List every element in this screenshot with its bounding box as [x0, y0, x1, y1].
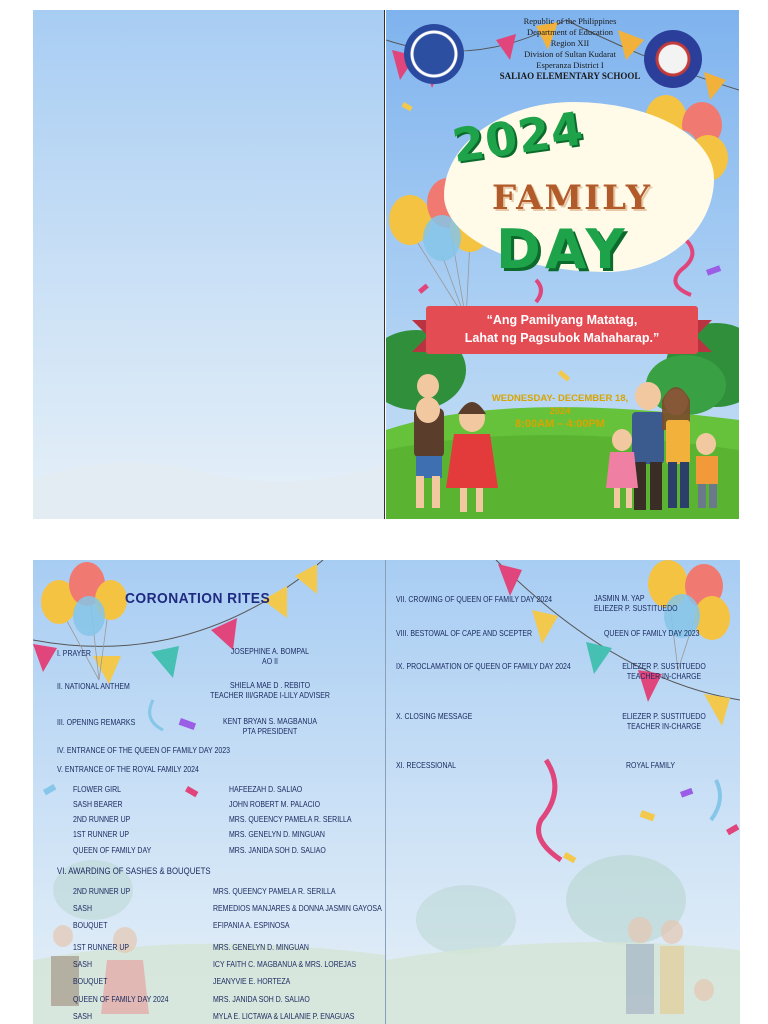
award-role: BOUQUET [73, 920, 108, 930]
royal-role: QUEEN OF FAMILY DAY [73, 845, 152, 855]
fold-line [384, 10, 385, 519]
award-role: SASH [73, 1011, 92, 1021]
award-role: SASH [73, 959, 92, 969]
event-date: WEDNESDAY- DECEMBER 18, 2024 [491, 393, 629, 417]
program-page-right [386, 560, 740, 1024]
person-name: ELIEZER P. SUSTITUEDO [622, 661, 706, 671]
award-name: EFIPANIA A. ESPINOSA [213, 920, 290, 930]
person-role: TEACHER III/GRADE I-LILY ADVISER [210, 690, 330, 700]
person-name: JOSEPHINE A. BOMPAL [230, 646, 310, 656]
person-name: KENT BRYAN S. MAGBANUA [222, 716, 318, 726]
program-item-person [209, 646, 332, 666]
deped-seal-logo [404, 24, 464, 84]
ribbon-tail-right [696, 320, 712, 352]
award-role: BOUQUET [73, 976, 108, 986]
award-name: MRS. QUEENCY PAMELA R. SERILLA [213, 886, 336, 896]
royal-role: 1ST RUNNER UP [73, 829, 130, 839]
front-cover [386, 10, 739, 519]
award-name: MRS. JANIDA SOH D. SALIAO [213, 994, 310, 1004]
award-role: SASH [73, 903, 92, 913]
royal-name: HAFEEZAH D. SALIAO [229, 784, 303, 794]
title-family: FAMILY [492, 178, 653, 218]
school-name: SALIAO ELEMENTARY SCHOOL [499, 71, 641, 81]
blank-back-cover [33, 10, 384, 519]
program-item-label: IX. PROCLAMATION OF QUEEN OF FAMILY DAY 2024 [396, 661, 571, 671]
program-item-label: VII. CROWING OF QUEEN OF FAMILY DAY 2024 [396, 594, 552, 604]
royal-name: MRS. JANIDA SOH D. SALIAO [229, 845, 326, 855]
royal-name: JOHN ROBERT M. PALACIO [229, 799, 321, 809]
person-role: PTA PRESIDENT [242, 726, 298, 736]
header-line: Department of Education [527, 27, 613, 37]
grass-hills [33, 10, 384, 519]
event-time: 8:00AM – 4:00PM [515, 418, 605, 430]
program-page-left [33, 560, 385, 1024]
deped-header [482, 16, 658, 82]
header-line: Division of Sultan Kudarat [524, 49, 616, 59]
person-name: JASMIN M. YAP [594, 593, 645, 603]
award-name: ICY FAITH C. MAGBANUA & MRS. LOREJAS [213, 959, 357, 969]
royal-role: 2ND RUNNER UP [73, 814, 131, 824]
program-item-label: XI. RECESSIONAL [396, 760, 457, 770]
program-item-person: QUEEN OF FAMILY DAY 2023 [604, 628, 700, 638]
royal-name: MRS. GENELYN D. MINGUAN [229, 829, 325, 839]
person-role: AO II [262, 656, 278, 666]
award-name: MRS. GENELYN D. MINGUAN [213, 942, 309, 952]
person-name: ELIEZER P. SUSTITUEDO [622, 711, 706, 721]
program-item-label: I. PRAYER [57, 648, 91, 658]
program-item-label: II. NATIONAL ANTHEM [57, 681, 130, 691]
event-year: 2024 [448, 101, 588, 173]
award-role: QUEEN OF FAMILY DAY 2024 [73, 994, 169, 1004]
program-item-person [615, 711, 713, 731]
program-item-person [209, 680, 332, 700]
award-role: 1ST RUNNER UP [73, 942, 130, 952]
program-item-label: V. ENTRANCE OF THE ROYAL FAMILY 2024 [57, 764, 199, 774]
person-role: TEACHER IN-CHARGE [626, 671, 702, 681]
royal-role: SASH BEARER [73, 799, 123, 809]
title-day: DAY [496, 218, 629, 281]
program-item-person [594, 593, 678, 613]
program-item-person: ROYAL FAMILY [626, 760, 676, 770]
program-item-label: X. CLOSING MESSAGE [396, 711, 473, 721]
award-name: JEANYVIE E. HORTEZA [213, 976, 291, 986]
program-item-label: VIII. BESTOWAL OF CAPE AND SCEPTER [396, 628, 533, 638]
theme-line-2: Lahat ng Pagsubok Mahaharap.” [464, 331, 660, 345]
person-name: SHIELA MAE D . REBITO [229, 680, 311, 690]
program-item-person [209, 716, 332, 736]
person-name: ELIEZER P. SUSTITUEDO [594, 603, 678, 613]
royal-name: MRS. QUEENCY PAMELA R. SERILLA [229, 814, 352, 824]
header-line: Region XII [550, 38, 590, 48]
program-item-label: III. OPENING REMARKS [57, 717, 136, 727]
theme-ribbon [426, 306, 698, 354]
header-line: Esperanza District I [536, 60, 604, 70]
award-name: REMEDIOS MANJARES & DONNA JASMIN GAYOSA [213, 903, 382, 913]
event-schedule [480, 392, 640, 431]
award-name: MYLA E. LICTAWA & LAILANIE P. ENAGUAS [213, 1011, 355, 1021]
awarding-title: VI. AWARDING OF SASHES & BOUQUETS [57, 866, 211, 877]
award-role: 2ND RUNNER UP [73, 886, 131, 896]
program-item-label: IV. ENTRANCE OF THE QUEEN OF FAMILY DAY 2023 [57, 745, 231, 755]
royal-role: FLOWER GIRL [73, 784, 122, 794]
header-line: Republic of the Philippines [523, 16, 617, 26]
theme-line-1: “Ang Pamilyang Matatag, [486, 313, 638, 327]
program-title: CORONATION RITES [125, 590, 271, 607]
person-role: TEACHER IN-CHARGE [626, 721, 702, 731]
program-item-person [615, 661, 713, 681]
